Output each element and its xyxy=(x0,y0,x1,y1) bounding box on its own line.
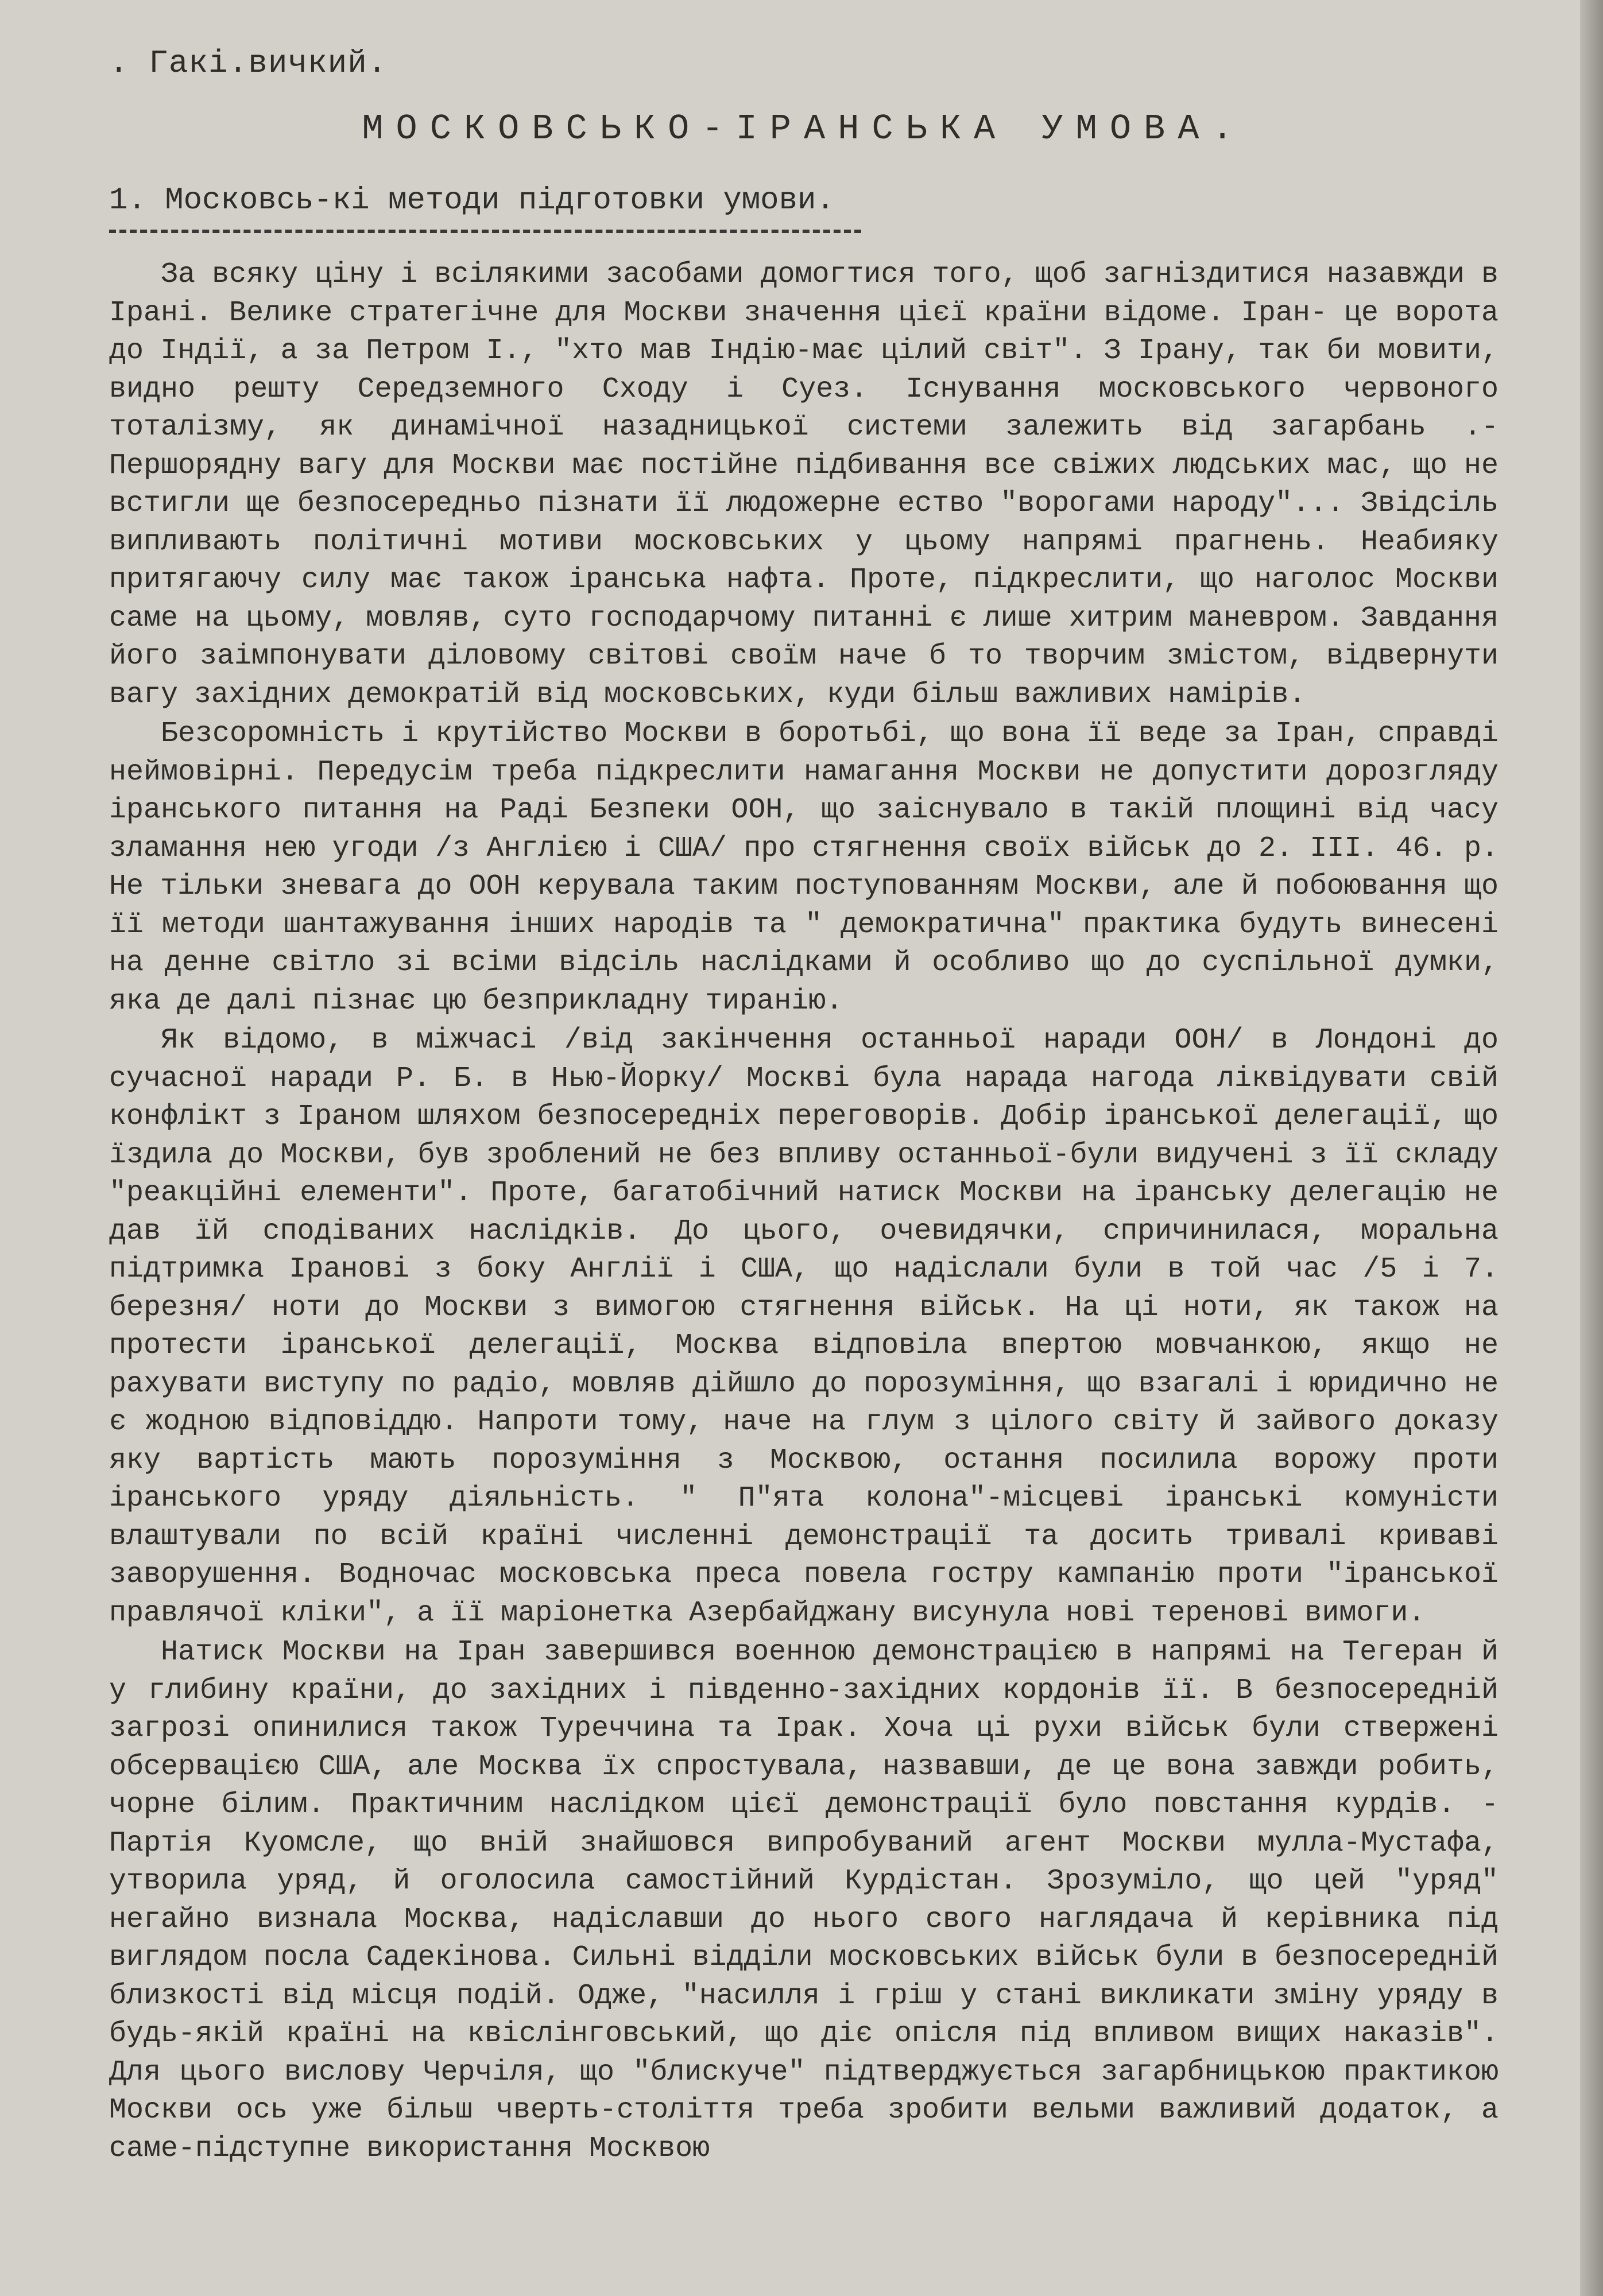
paragraph-1: За всяку ціну і всілякими засобами домогтися того, щоб загніздитися назавжди в Ірані. Велике стратегічне для Москви значення цієї країни відоме. Іран- це ворота до Індії, а за Петром І., "хто мав Індію-має цілий світ". З Ірану, так би мовити, видно решту Середземного Сходу і Суез. Існування московського червоного тоталізму, як динамічної назадницької системи залежить від загарбань .- Першорядну вагу для Москви має постійне підбивання все свіжих людських мас, що не встигли ще безпосередньо пізнати її людожерне ество "ворогами народу"... Звідсіль випливають політичні мотиви московських у цьому напрямі прагнень. Неабияку притягаючу силу має також іранська нафта. Проте, підкреслити, що наголос Москви саме на цьому, мовляв, суто господарчому питанні є лише хитрим маневром. Завдання його заімпонувати діловому світові своїм наче б то творчим змістом, відвернути вагу західних демократій від московських, куди більш важливих намірів. xyxy=(109,258,1499,711)
section-heading-underline xyxy=(109,230,861,233)
paragraph-3: Як відомо, в міжчасі /від закінчення останньої наради ООН/ в Лондоні до сучасної наради Р. Б. в Нью-Йорку/ Москві була нарада нагода ліквідувати свій конфлікт з Іраном шляхом безпосередніх переговорів. Добір іранської делегації, що їздила до Москви, був зроблений не без впливу останньої-були видучені з її складу "реакційні елементи". Проте, багатобічний натиск Москви на іранську делегацію не дав їй сподіваних наслідків. До цього, очевидячки, спричинилася, моральна підтримка Іранові з боку Англії і США, що надіслали були в той час /5 і 7. березня/ ноти до Москви з вимогою стягнення військ. На ці ноти, як також на протести іранської делегації, Москва відповіла впертою мовчанкою, якщо не рахувати виступу по радіо, мовляв дійшло до порозуміння, що взагалі і юридично не є жодною відповіддю. Напроти тому, наче на глум з цілого світу й зайвого доказу яку вартість мають порозуміння з Москвою, остання посилила ворожу проти іранського уряду діяльність. " П"ята колона"-місцеві іранські комуністи влаштували по всій країні численні демонстрації та досить тривалі криваві заворушення. Водночас московська преса повела гостру кампанію проти "іранської правлячої кліки", а її маріонетка Азербайджану висунула нові теренові вимоги. xyxy=(109,1024,1499,1630)
section-heading: 1. Московсь-кі методи підготовки умови. xyxy=(109,183,835,218)
document-body xyxy=(109,40,1499,2168)
author-name: . Гакі.вичкий. xyxy=(109,45,388,82)
paragraph-4: Натиск Москви на Іран завершився военною демонстрацією в напрямі на Тегеран й у глибину країни, до західних і південно-західних кордонів її. В безпосередній загрозі опинилися також Туреччина та Ірак. Хоча ці рухи військ були ствержені обсервацією США, але Москва їх спростувала, назвавши, де це вона завжди робить, чорне білим. Практичним наслідком цієї демонстрації було повстання курдів. - Партія Куомсле, що вній знайшовся випробуваний агент Москви мулла-Мустафа, утворила уряд, й оголосила самостійний Курдістан. Зрозуміло, що цей "уряд" негайно визнала Москва, надіславши до нього свого наглядача й керівника під виглядом посла Садекінова. Сильні відділи московських військ були в безпосередній близкості від місця подій. Одже, "насилля і гріш у стані викликати зміну уряду в будь-якій країні на квіслінговський, що діє опісля під впливом вищих наказів". Для цього вислову Черчіля, що "блискуче" підтверджується загарбницькою практикою Москви ось уже більш чверть-століття треба зробити вельми важливий додаток, а саме-підступне використання Москвою xyxy=(109,1636,1499,2165)
page-edge-shadow xyxy=(1580,0,1603,2296)
document-title: МОСКОВСЬКО-ІРАНСЬКА УМОВА. xyxy=(362,108,1246,149)
paragraph-2: Безсоромність і крутійство Москви в боротьбі, що вона її веде за Іран, справді неймовірні. Передусім треба підкреслити намагання Москви не допустити дорозгляду іранського питання на Раді Безпеки ООН, що заіснувало в такій площині від часу зламання нею угоди /з Англією і США/ про стягнення своїх військ до 2. III. 46. р. Не тільки зневага до ООН керувала таким поступованням Москви, але й побоювання що її методи шантажування інших народів та " демократична" практика будуть винесені на денне світло зі всіми відсіль наслідками й особливо що до суспільної думки, яка де далі пізнає цю безприкладну тиранію. xyxy=(109,718,1499,1018)
